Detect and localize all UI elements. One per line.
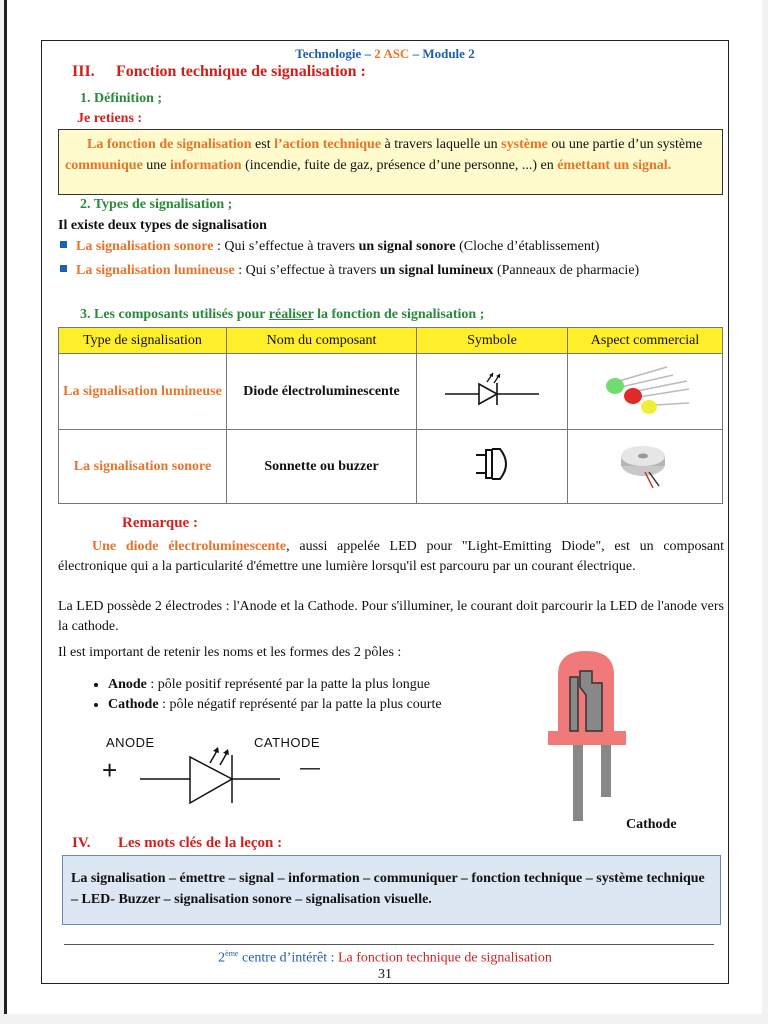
remarque-paragraph-1: Une diode électroluminescente, aussi appelée LED pour "Light-Emitting Diode", est un composant électronique qui a la particularité d'émettre une lumière lorsqu'il est parcouru par un courant électrique. xyxy=(58,539,724,574)
list-item: • Anode : pôle positif représenté par la patte la plus longue xyxy=(108,675,442,695)
page-number: 31 xyxy=(378,967,392,982)
row-type: La signalisation lumineuse xyxy=(59,354,227,430)
list-item: • Cathode : pôle négatif représenté par la patte la plus courte xyxy=(108,695,442,715)
led-cathode-label: Cathode xyxy=(626,817,677,832)
types-heading: 2. Types de signalisation ; xyxy=(80,197,233,212)
buzzer-symbol-icon xyxy=(417,430,568,504)
col-symbol: Symbole xyxy=(417,328,568,354)
header-subject: Technologie – xyxy=(295,46,372,61)
remarque-paragraph-2: La LED possède 2 électrodes : l'Anode et la Cathode. Pour s'illuminer, le courant doit parcourir la LED de l'anode vers la cathode. xyxy=(58,599,724,634)
components-heading: 3. Les composants utilisés pour réaliser la fonction de signalisation ; xyxy=(80,307,485,322)
led-symbol-icon xyxy=(417,354,568,430)
table-row xyxy=(59,354,723,430)
row-type: La signalisation sonore xyxy=(59,430,227,504)
remarque-heading: Remarque : xyxy=(122,515,198,531)
section-4-heading: IV. Les mots clés de la leçon : xyxy=(72,835,283,851)
led-photo xyxy=(568,354,723,430)
col-type: Type de signalisation xyxy=(59,328,227,354)
section-3-heading: III. Fonction technique de signalisation : xyxy=(72,63,366,80)
definition-heading: 1. Définition ; xyxy=(80,91,163,106)
led-component-icon xyxy=(542,647,652,823)
diagram-cathode-label: CATHODE xyxy=(254,735,321,750)
table-header-row xyxy=(59,328,723,354)
page-footer: 2ème centre d’intérêt : La fonction technique de signalisation xyxy=(218,949,552,966)
col-aspect: Aspect commercial xyxy=(568,328,723,354)
type-item-lumineuse: La signalisation lumineuse : Qui s’effectue à travers un signal lumineux (Panneaux de pharmacie) xyxy=(76,263,640,278)
bullet-icon xyxy=(60,265,67,272)
type-item-sonore: La signalisation sonore : Qui s’effectue à travers un signal sonore (Cloche d’établissement) xyxy=(76,239,600,254)
header-module: Module 2 xyxy=(422,46,475,61)
components-table xyxy=(58,327,723,504)
keywords-box: La signalisation – émettre – signal – information – communiquer – fonction technique – système technique – LED- Buzzer – signalisation sonore – signalisation visuelle. xyxy=(62,855,721,925)
retiens-label: Je retiens : xyxy=(77,111,143,126)
table-row xyxy=(59,430,723,504)
row-name: Diode électroluminescente xyxy=(227,354,417,430)
header-level: 2 ASC xyxy=(374,46,410,61)
row-name: Sonnette ou buzzer xyxy=(227,430,417,504)
led-diagram-icon xyxy=(136,741,286,811)
types-intro: Il existe deux types de signalisation xyxy=(58,218,267,233)
footer-divider xyxy=(64,944,714,945)
page-frame xyxy=(41,40,729,984)
page-header xyxy=(42,46,728,62)
poles-list xyxy=(108,675,442,715)
diagram-anode-label: ANODE xyxy=(106,735,155,750)
diagram-minus-label: — xyxy=(300,757,320,779)
bullet-icon xyxy=(60,241,67,248)
buzzer-photo xyxy=(568,430,723,504)
remarque-paragraph-3: Il est important de retenir les noms et les formes des 2 pôles : xyxy=(58,645,402,660)
document-page xyxy=(4,0,762,1014)
definition-box: La fonction de signalisation est l’action technique à travers laquelle un système ou une partie d’un système communique une information (incendie, fuite de gaz, présence d’une personne, ...) en émettant un signal. xyxy=(58,129,723,195)
diagram-plus-label: + xyxy=(102,755,118,785)
header-sep: – xyxy=(412,46,420,61)
col-name: Nom du composant xyxy=(227,328,417,354)
